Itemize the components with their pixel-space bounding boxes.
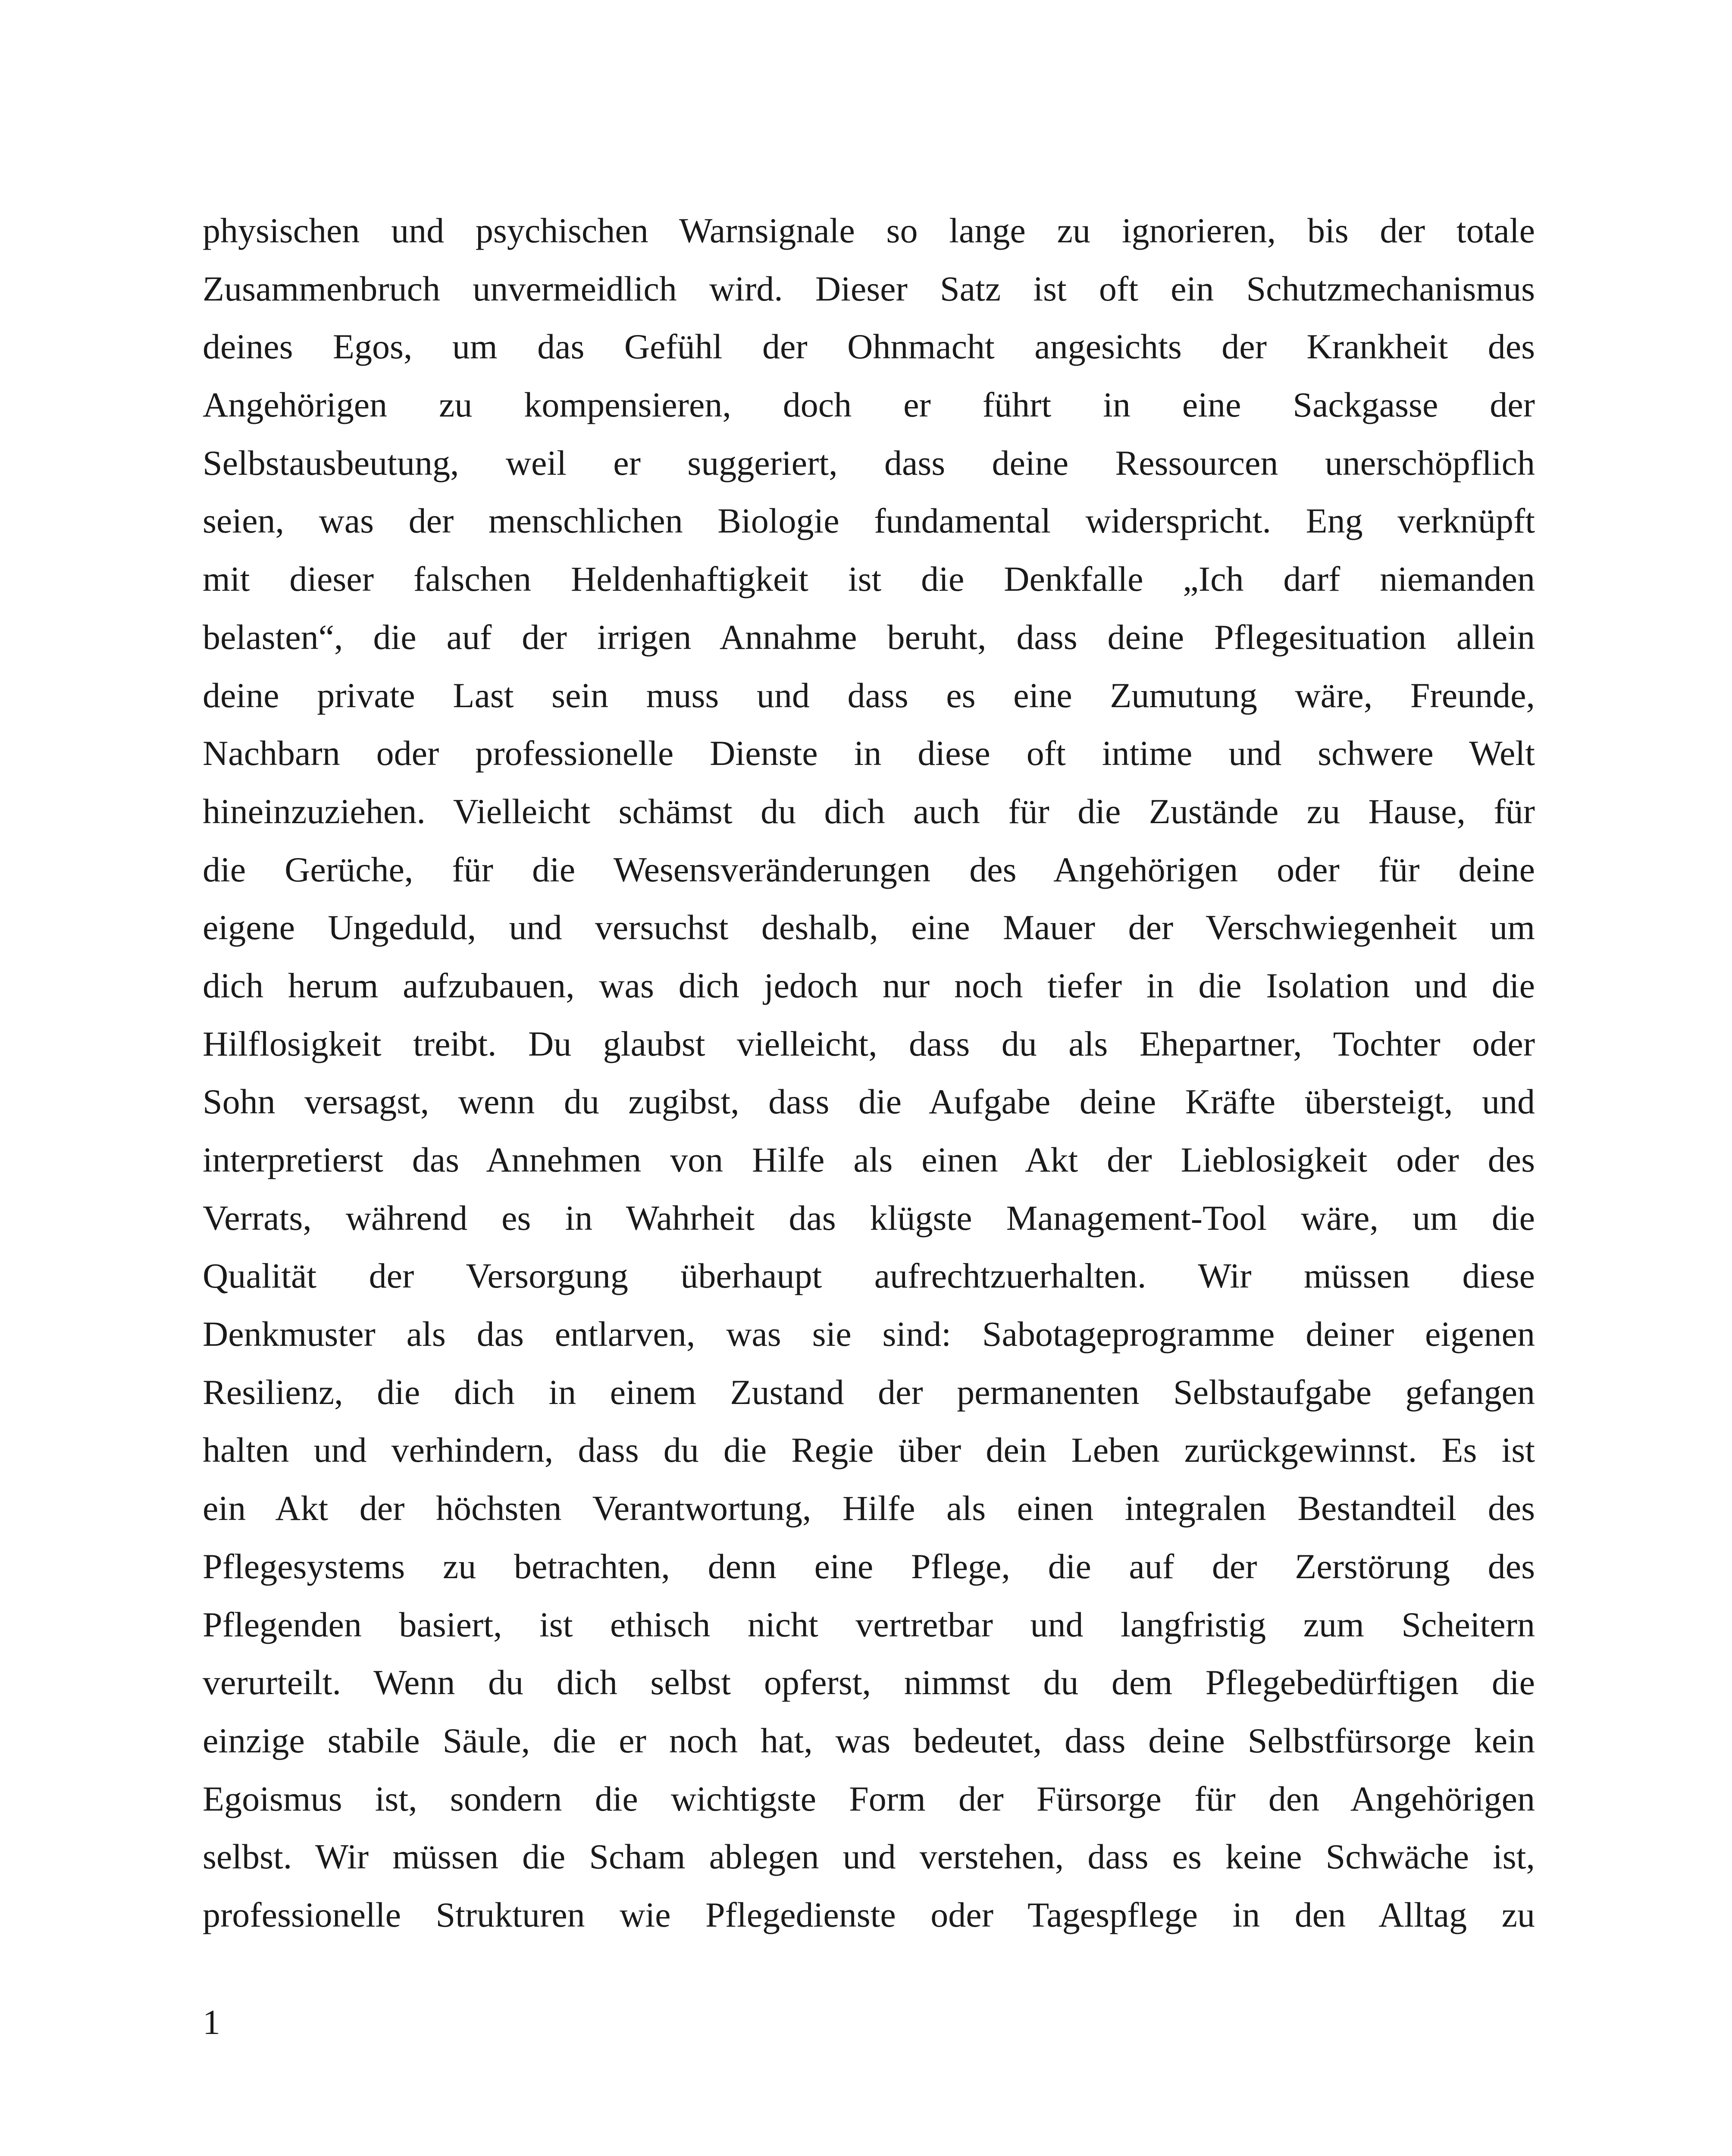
text-line: die Gerüche, für die Wesensveränderungen des Angehörigen oder für deine <box>203 849 1535 889</box>
text-line: Nachbarn oder professionelle Dienste in diese oft intime und schwere Welt <box>203 733 1535 773</box>
text-line: Denkmuster als das entlarven, was sie sind: Sabotageprogramme deiner eigenen <box>203 1314 1535 1354</box>
text-line: halten und verhindern, dass du die Regie über dein Leben zurückgewinnst. Es ist <box>203 1430 1535 1470</box>
text-line: Sohn versagst, wenn du zugibst, dass die Aufgabe deine Kräfte übersteigt, und <box>203 1082 1535 1122</box>
text-line: mit dieser falschen Heldenhaftigkeit ist die Denkfalle „Ich darf niemanden <box>203 559 1535 599</box>
text-line: Verrats, während es in Wahrheit das klügste Management-Tool wäre, um die <box>203 1198 1535 1238</box>
text-line: professionelle Strukturen wie Pflegedienste oder Tagespflege in den Alltag zu <box>203 1895 1535 1934</box>
text-line: eigene Ungeduld, und versuchst deshalb, eine Mauer der Verschwiegenheit um <box>203 908 1535 947</box>
text-line: dich herum aufzubauen, was dich jedoch nur noch tiefer in die Isolation und die <box>203 965 1535 1005</box>
text-line: Pflegenden basiert, ist ethisch nicht vertretbar und langfristig zum Scheitern <box>203 1604 1535 1644</box>
text-line: seien, was der menschlichen Biologie fundamental widerspricht. Eng verknüpft <box>203 501 1535 541</box>
text-line: Pflegesystems zu betrachten, denn eine Pflege, die auf der Zerstörung des <box>203 1546 1535 1586</box>
text-line: hineinzuziehen. Vielleicht schämst du dich auch für die Zustände zu Hause, für <box>203 791 1535 831</box>
text-line: deines Egos, um das Gefühl der Ohnmacht angesichts der Krankheit des <box>203 327 1535 367</box>
text-line: physischen und psychischen Warnsignale so lange zu ignorieren, bis der totale <box>203 211 1535 250</box>
text-line: Qualität der Versorgung überhaupt aufrechtzuerhalten. Wir müssen diese <box>203 1256 1535 1296</box>
body-paragraph <box>203 202 1535 1944</box>
text-line: Egoismus ist, sondern die wichtigste Form der Fürsorge für den Angehörigen <box>203 1779 1535 1818</box>
text-line: interpretierst das Annehmen von Hilfe als einen Akt der Lieblosigkeit oder des <box>203 1140 1535 1179</box>
text-line: Selbstausbeutung, weil er suggeriert, dass deine Ressourcen unerschöpflich <box>203 443 1535 483</box>
text-line: einzige stabile Säule, die er noch hat, was bedeutet, dass deine Selbstfürsorge kein <box>203 1720 1535 1760</box>
text-line: belasten“, die auf der irrigen Annahme beruht, dass deine Pflegesituation allein <box>203 617 1535 657</box>
text-line: verurteilt. Wenn du dich selbst opferst, nimmst du dem Pflegebedürftigen die <box>203 1663 1535 1702</box>
text-line: Angehörigen zu kompensieren, doch er führt in eine Sackgasse der <box>203 385 1535 425</box>
text-line: Zusammenbruch unvermeidlich wird. Dieser Satz ist oft ein Schutzmechanismus <box>203 269 1535 308</box>
text-line: selbst. Wir müssen die Scham ablegen und verstehen, dass es keine Schwäche ist, <box>203 1837 1535 1877</box>
text-line: Hilflosigkeit treibt. Du glaubst vielleicht, dass du als Ehepartner, Tochter oder <box>203 1024 1535 1063</box>
text-line: ein Akt der höchsten Verantwortung, Hilfe als einen integralen Bestandteil des <box>203 1489 1535 1528</box>
text-line: deine private Last sein muss und dass es eine Zumutung wäre, Freunde, <box>203 675 1535 715</box>
text-line: Resilienz, die dich in einem Zustand der permanenten Selbstaufgabe gefangen <box>203 1372 1535 1412</box>
page-number: 1 <box>203 2002 220 2042</box>
